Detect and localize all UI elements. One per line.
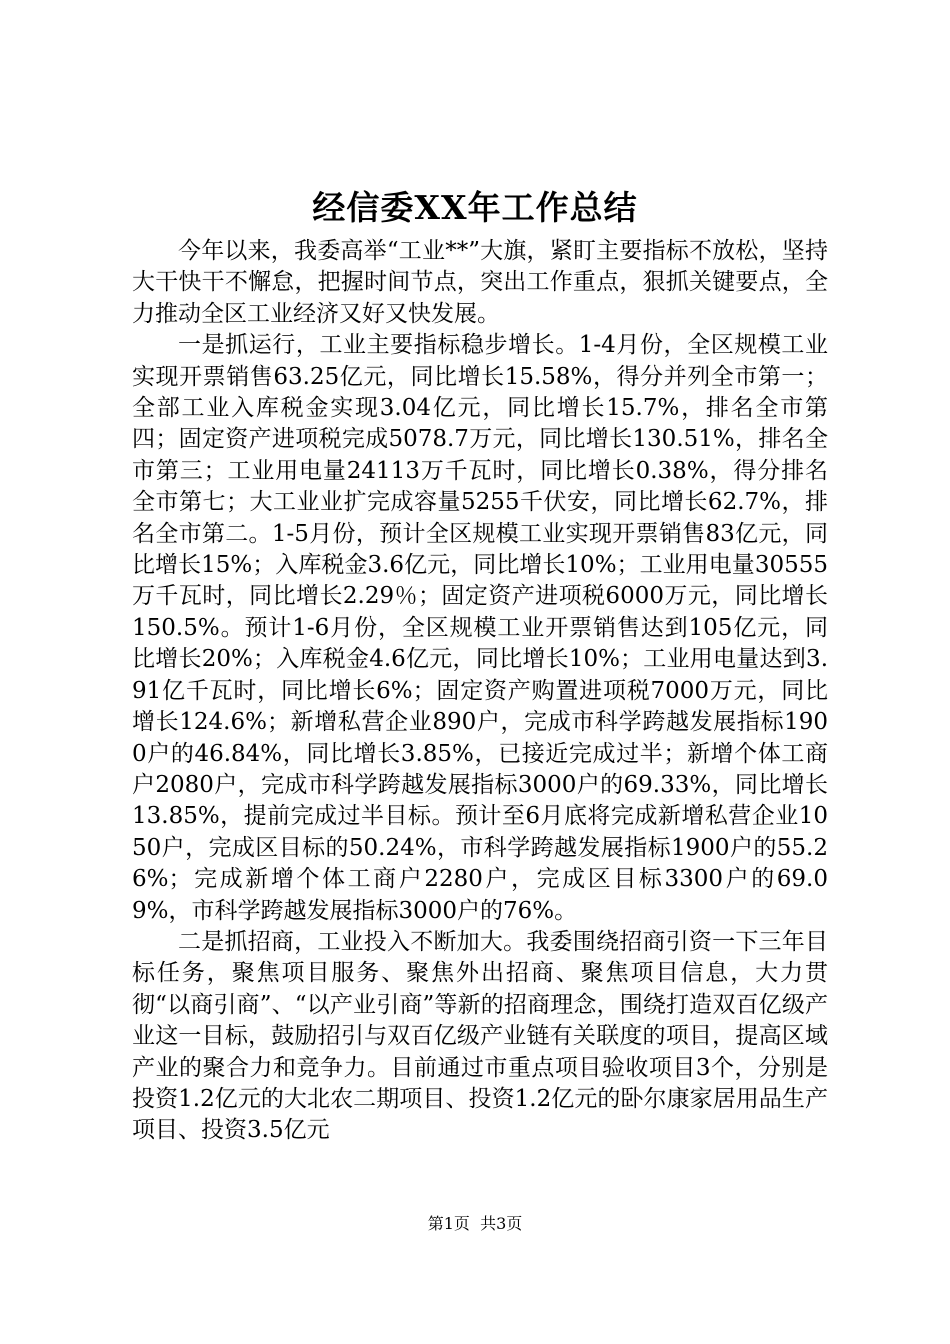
paragraph-investment: 二是抓招商，工业投入不断加大。我委围绕招商引资一下三年目标任务，聚焦项目服务、聚焦外出招商、聚焦项目信息，大力贯彻“以商引商”、“以产业引商”等新的招商理念，围绕打造双百亿级产业这一目标，鼓励招引与双百亿级产业链有关联度的项目，提高区域产业的聚合力和竞争力。目前通过市重点项目验收项目3个，分别是投资1.2亿元的大北农二期项目、投资1.2亿元的卧尔康家居用品生产项目、投资3.5亿元 — [132, 928, 828, 1144]
document-body — [132, 236, 828, 1147]
paragraph-operations: 一是抓运行，工业主要指标稳步增长。1-4月份，全区规模工业实现开票销售63.25亿元，同比增长15.58%，得分并列全市第一；全部工业入库税金实现3.04亿元，同比增长15.7%，排名全市第四；固定资产进项税完成5078.7万元，同比增长130.51%，排名全市第三；工业用电量24113万千瓦时，同比增长0.38%，得分排名全市第七；大工业业扩完成容量5255千伏安，同比增长62.7%，排名全市第二。1-5月份，预计全区规模工业实现开票销售83亿元，同比增长15%；入库税金3.6亿元，同比增长10%；工业用电量30555万千瓦时，同比增长2.29％；固定资产进项税6000万元，同比增长150.5%。预计1-6月份，全区规模工业开票销售达到105亿元，同比增长20%；入库税金4.6亿元，同比增长10%；工业用电量达到3.91亿千瓦时，同比增长6%；固定资产购置进项税7000万元，同比增长124.6%；新增私营企业890户，完成市科学跨越发展指标1900户的46.84%，同比增长3.85%，已接近完成过半；新增个体工商户2080户，完成市科学跨越发展指标3000户的69.33%，同比增长13.85%，提前完成过半目标。预计至6月底将完成新增私营企业1050户，完成区目标的50.24%，市科学跨越发展指标1900户的55.26%；完成新增个体工商户2280户，完成区目标3300户的69.09%，市科学跨越发展指标3000户的76%。 — [132, 332, 828, 924]
page-footer: 第1页 共3页 — [427, 1214, 523, 1233]
document-title: 经信委XX年工作总结 — [312, 188, 638, 227]
paragraph-intro: 今年以来，我委高举“工业**”大旗，紧盯主要指标不放松，坚持大干快干不懈怠，把握时间节点，突出工作重点，狠抓关键要点，全力推动全区工业经济又好又快发展。 — [132, 238, 828, 327]
